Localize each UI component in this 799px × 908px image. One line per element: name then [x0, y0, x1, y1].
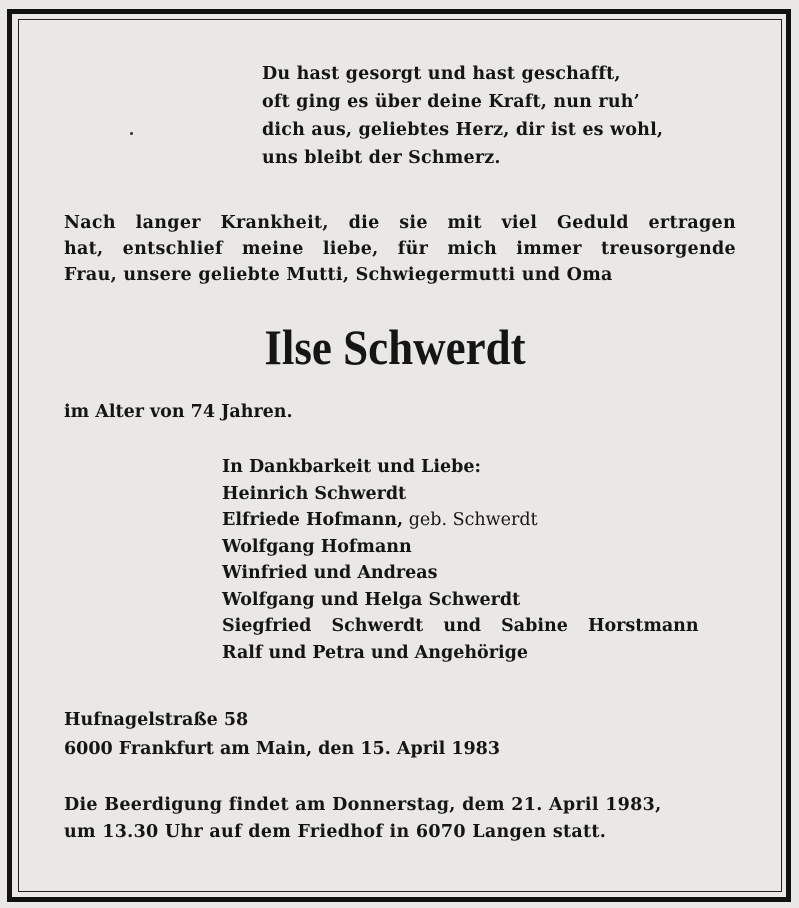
age-line: im Alter von 74 Jahren.	[64, 402, 293, 422]
mourners-list	[222, 454, 699, 666]
city-date: 6000 Frankfurt am Main, den 15. April 1983	[64, 739, 501, 759]
mourner-name: Wolfgang und Helga Schwerdt	[222, 589, 521, 610]
verse-line: dich aus, geliebtes Herz, dir ist es wohl,	[262, 120, 664, 140]
address-block	[64, 706, 500, 764]
mourner-name-main: Elfriede Hofmann,	[222, 510, 404, 530]
verse-line: uns bleibt der Schmerz.	[262, 148, 501, 168]
memorial-verse	[262, 60, 663, 172]
funeral-line: um 13.30 Uhr auf dem Friedhof in 6070 Langen statt.	[64, 822, 607, 842]
funeral-notice	[64, 792, 662, 846]
intro-paragraph	[64, 210, 736, 288]
mourner-name: Wolfgang Hofmann	[222, 536, 412, 557]
verse-line: oft ging es über deine Kraft, nun ruh’	[262, 92, 640, 112]
mourners-heading: In Dankbarkeit und Liebe:	[222, 457, 481, 477]
mourner-name	[222, 507, 699, 534]
mourner-name: Heinrich Schwerdt	[222, 483, 407, 504]
street-address: Hufnagelstraße 58	[64, 710, 249, 730]
verse-line: Du hast gesorgt und hast geschafft,	[262, 64, 621, 84]
mourner-name-suffix: geb. Schwerdt	[403, 510, 538, 530]
mourner-name: Siegfried Schwerdt und Sabine Horstmann	[222, 616, 699, 636]
mourner-name: Winfried und Andreas	[222, 563, 438, 583]
print-speck	[130, 132, 133, 135]
intro-line: Nach langer Krankheit, die sie mit viel Geduld ertragen	[64, 213, 736, 233]
deceased-name: Ilse Schwerdt	[264, 319, 526, 375]
intro-line: hat, entschlief meine liebe, für mich immer treusorgende	[64, 239, 736, 259]
mourner-name: Ralf und Petra und Angehörige	[222, 642, 528, 663]
intro-line: Frau, unsere geliebte Mutti, Schwiegermutti und Oma	[64, 265, 613, 285]
funeral-line: Die Beerdigung findet am Donnerstag, dem 21. April 1983,	[64, 795, 662, 815]
